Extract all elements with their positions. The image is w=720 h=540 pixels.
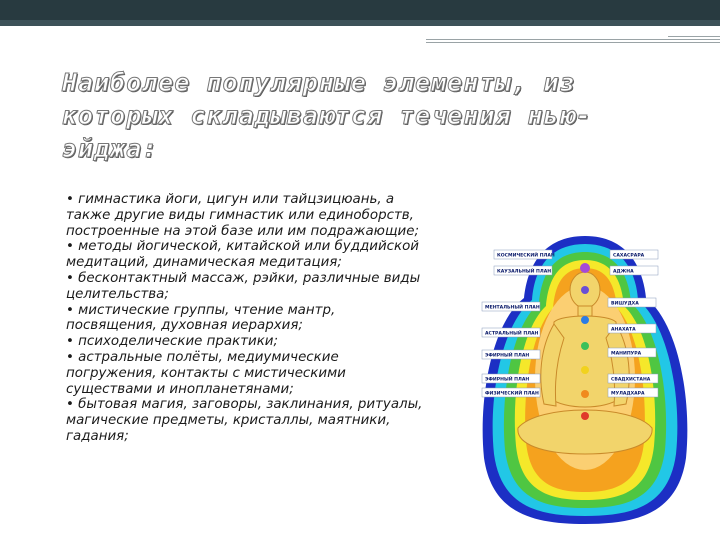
label-cosmic-plan: КОСМИЧЕСКИЙ ПЛАН — [497, 253, 555, 259]
label-mental-plan: МЕНТАЛЬНЫЙ ПЛАН — [485, 305, 540, 311]
list-item: • гимнастика йоги, цигун или тайцзицюань, а также другие виды гимнастик или единоборств, построенные на этой базе или им подражающие; — [66, 192, 420, 239]
list-item: • мистические группы, чтение мантр, посвящения, духовная иерархия; — [66, 302, 336, 334]
bullet-list — [66, 192, 426, 445]
label-anahata: АНАХАТА — [611, 327, 636, 333]
list-item: • психоделические практики; — [66, 334, 279, 350]
label-causal-plan: КАУЗАЛЬНЫЙ ПЛАН — [497, 269, 552, 275]
list-item: • методы йогической, китайской или буддийской медитаций, динамическая медитация; — [66, 239, 419, 271]
label-etheric-plan-2: ЭФИРНЫЙ ПЛАН — [485, 377, 530, 383]
label-etheric-plan-1: ЭФИРНЫЙ ПЛАН — [485, 353, 530, 359]
label-astral-plan: АСТРАЛЬНЫЙ ПЛАН — [485, 331, 539, 337]
aura-chakra-diagram — [478, 228, 693, 528]
label-sahasrara: САХАСРАРА — [613, 253, 645, 259]
label-svadhisthana: СВАДХИСТАНА — [611, 377, 651, 383]
list-item: • бытовая магия, заговоры, заклинания, ритуалы, магические предметы, кристаллы, маятники, гадания; — [66, 397, 423, 444]
list-item: • астральные полёты, медиумические погружения, контакты с мистическими существами и инопланетянами; — [66, 349, 346, 397]
label-vishuddha: ВИШУДХА — [611, 301, 639, 307]
label-manipura: МАНИПУРА — [611, 351, 642, 357]
label-muladhara: МУЛАДХАРА — [611, 391, 645, 397]
label-ajna: АДЖНА — [613, 269, 634, 275]
top-bar — [0, 0, 720, 26]
decorative-lines — [0, 26, 720, 56]
list-item: • бесконтактный массаж, рэйки, различные виды целительства; — [66, 270, 421, 302]
slide-title: Наиболее популярные элементы, из которых складываются течения нью-эйджа: — [62, 68, 592, 163]
label-physical-plan: ФИЗИЧЕСКИЙ ПЛАН — [485, 391, 539, 397]
